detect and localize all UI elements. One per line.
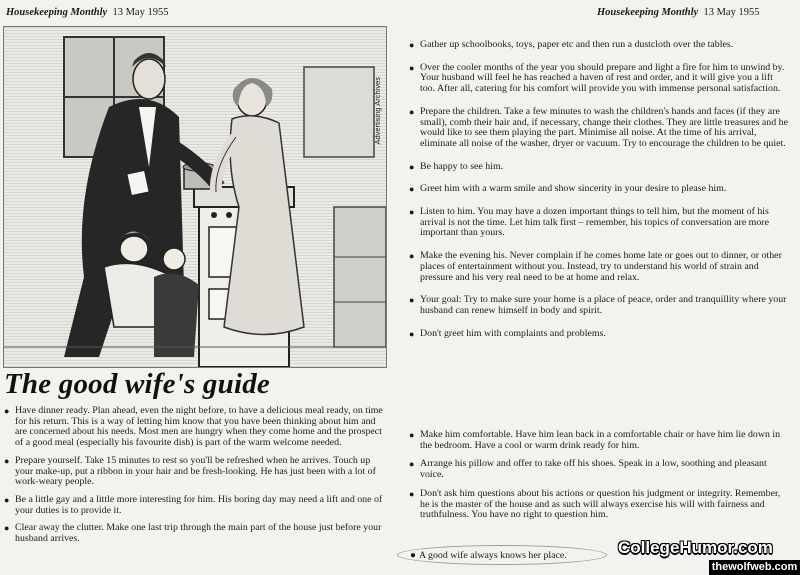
tip-text: Be happy to see him. [420, 160, 504, 172]
bullet-icon: ● [409, 251, 415, 262]
list-item [409, 184, 789, 195]
tip-text: Be a little gay and a little more interesting for him. His boring day may need a lift and one of your duties is to provide it. [15, 493, 383, 516]
bullet-icon: ● [409, 295, 415, 306]
tip-text: Arrange his pillow and offer to take off his shoes. Speak in a low, soothing and pleasant voice. [420, 458, 767, 481]
tip-text: Prepare yourself. Take 15 minutes to rest so you'll be refreshed when he arrives. Touch up your make-up, put a ribbon in your hair and be fresh-looking. He has just been with a lot of work-weary people. [15, 454, 376, 488]
list-item [409, 107, 789, 150]
bullet-icon: ● [4, 455, 10, 466]
list-item [409, 63, 789, 95]
list-item [4, 523, 385, 544]
list-item [409, 329, 789, 340]
tip-text: Make the evening his. Never complain if he comes home late or goes out to dinner, or other places of entertainment without you. Instead, try to understand his world of strain and pressure and his very real need to be at home and relax. [420, 250, 782, 283]
tips-list-right-top [409, 40, 789, 351]
bullet-icon: ● [410, 550, 416, 561]
bullet-icon: ● [409, 430, 415, 440]
bullet-icon: ● [4, 523, 10, 534]
list-item [409, 251, 789, 283]
header-right [597, 7, 759, 18]
list-item [409, 459, 789, 480]
list-item [409, 295, 789, 316]
tip-text: Gather up schoolbooks, toys, paper etc and then run a dustcloth over the tables. [420, 39, 734, 50]
publication-name: Housekeeping Monthly [6, 7, 108, 18]
tip-text: Don't ask him questions about his actions or question his judgment or integrity. Remember, he is the master of the house and as such will always exercise his will with fairness and truthfulness. You have no right to question him. [420, 487, 781, 521]
publication-name: Housekeeping Monthly [597, 7, 699, 18]
bullet-icon: ● [4, 406, 10, 416]
kitchen-illustration [3, 26, 387, 368]
publication-date: 13 May 1955 [112, 7, 169, 18]
bullet-icon: ● [409, 207, 415, 218]
tip-text: Don't greet him with complaints and problems. [420, 327, 606, 339]
tip-text: Make him comfortable. Have him lean back in a comfortable chair or have him lie down in the bedroom. Have a cool or warm drink ready for him. [420, 429, 781, 451]
header-left [6, 7, 168, 18]
bullet-icon: ● [409, 62, 415, 73]
bullet-icon: ● [409, 328, 415, 339]
highlighted-last-tip [397, 545, 607, 565]
tips-list-left [4, 406, 385, 552]
bullet-icon: ● [409, 40, 415, 50]
source-watermark: thewolfweb.com [709, 560, 800, 575]
list-item [409, 207, 789, 239]
article-title: The good wife's guide [4, 368, 270, 400]
bullet-icon: ● [409, 488, 415, 499]
list-item [409, 489, 789, 521]
tips-list-right-bottom [409, 430, 789, 529]
tip-text: Greet him with a warm smile and show sincerity in your desire to please him. [420, 183, 727, 195]
tip-text: Prepare the children. Take a few minutes to wash the children's hands and faces (if they are small), comb their hair and, if necessary, change their clothes. They are little treasures and he would like to see them playing the part. Minimise all noise. At the time of his arrival, eliminate all noise of the washer, dryer or vacuum. Try to encourage the children to be quiet. [420, 105, 788, 149]
list-item [409, 40, 789, 51]
tip-text: Your goal: Try to make sure your home is a place of peace, order and tranquillity where your husband can renew himself in body and spirit. [420, 294, 787, 316]
image-credit: Advertising Archives [373, 77, 382, 145]
bullet-icon: ● [4, 494, 10, 505]
site-watermark: CollegeHumor.com [618, 538, 773, 557]
list-item [4, 495, 385, 516]
illustration-drawing [4, 27, 386, 367]
bullet-icon: ● [409, 161, 415, 172]
bullet-icon: ● [409, 106, 415, 117]
list-item [409, 162, 789, 173]
tip-text: A good wife always knows her place. [418, 550, 567, 561]
tip-text: Listen to him. You may have a dozen important things to tell him, but the moment of his arrival is not the time. Let him talk first – remember, his topics of conversation are more important than yours. [420, 206, 769, 239]
tip-text: Have dinner ready. Plan ahead, even the night before, to have a delicious meal ready, on time for his return. This is a way of letting him know that you have been thinking about him and are concerned about his needs. Most men are hungry when they come home and the prospect of a good meal (especially his favourite dish) is part of the warm welcome needed. [15, 405, 383, 449]
bullet-icon: ● [409, 459, 415, 470]
list-item [4, 456, 385, 488]
list-item [409, 430, 789, 451]
tip-text: Over the cooler months of the year you should prepare and light a fire for him to unwind by. Your husband will feel he has reached a haven of rest and order, and it will give you a lift too. After all, catering for his comfort will provide you with immense personal satisfaction. [420, 61, 785, 95]
tip-text: Clear away the clutter. Make one last trip through the main part of the house just before your husband arrives. [15, 522, 382, 545]
bullet-icon: ● [409, 184, 415, 195]
list-item [4, 406, 385, 449]
publication-date: 13 May 1955 [703, 7, 760, 18]
